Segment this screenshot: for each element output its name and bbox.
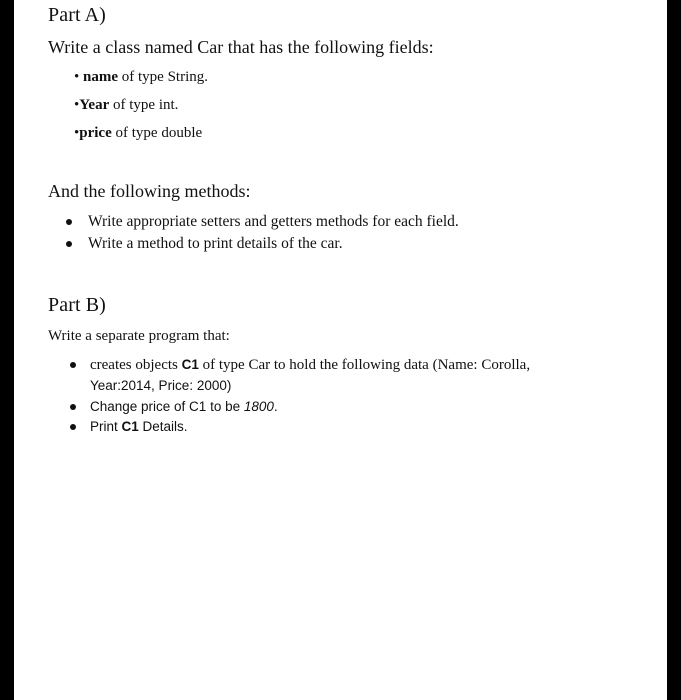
bullet-icon: • (74, 97, 80, 113)
program-item (70, 357, 530, 374)
document-page (14, 0, 667, 700)
field-name: Year (79, 97, 110, 113)
program-item (70, 399, 278, 414)
field-item (74, 97, 178, 114)
bullet-icon (66, 241, 72, 247)
method-item (66, 213, 459, 231)
bullet-icon (66, 219, 72, 225)
field-type: of type double (111, 125, 203, 141)
item-text-end: . (273, 399, 278, 414)
bullet-icon: • (74, 125, 80, 141)
item-text-start: Change price of C1 to be (90, 399, 244, 414)
bullet-icon (70, 362, 76, 368)
field-item (74, 125, 202, 142)
item-text-start: creates objects (90, 357, 182, 373)
field-name: name (83, 69, 119, 85)
methods-heading: And the following methods: (48, 181, 251, 201)
object-name: C1 (181, 357, 199, 372)
field-type: of type int. (109, 97, 179, 113)
part-a-intro: Write a class named Car that has the following fields: (48, 37, 434, 57)
part-b-heading: Part B) (48, 294, 106, 316)
item-text-start: Print (90, 419, 122, 434)
item-text-end: Details. (138, 419, 188, 434)
item-text-end: of type Car to hold the following data (Name: Corolla, (198, 357, 531, 373)
method-text: Write a method to print details of the car. (88, 235, 343, 252)
bullet-icon (70, 404, 76, 410)
part-a-heading: Part A) (48, 4, 106, 26)
method-text: Write appropriate setters and getters methods for each field. (88, 213, 459, 230)
price-value: 1800 (243, 399, 274, 414)
program-item-continued: Year:2014, Price: 2000) (90, 378, 232, 393)
field-type: of type String. (118, 69, 209, 85)
bullet-icon (70, 424, 76, 430)
field-item (74, 69, 208, 86)
bullet-icon: • (74, 69, 84, 85)
program-item (70, 419, 188, 434)
object-name: C1 (121, 419, 139, 434)
field-name: price (79, 125, 112, 141)
part-b-intro: Write a separate program that: (48, 328, 230, 344)
method-item (66, 235, 343, 253)
